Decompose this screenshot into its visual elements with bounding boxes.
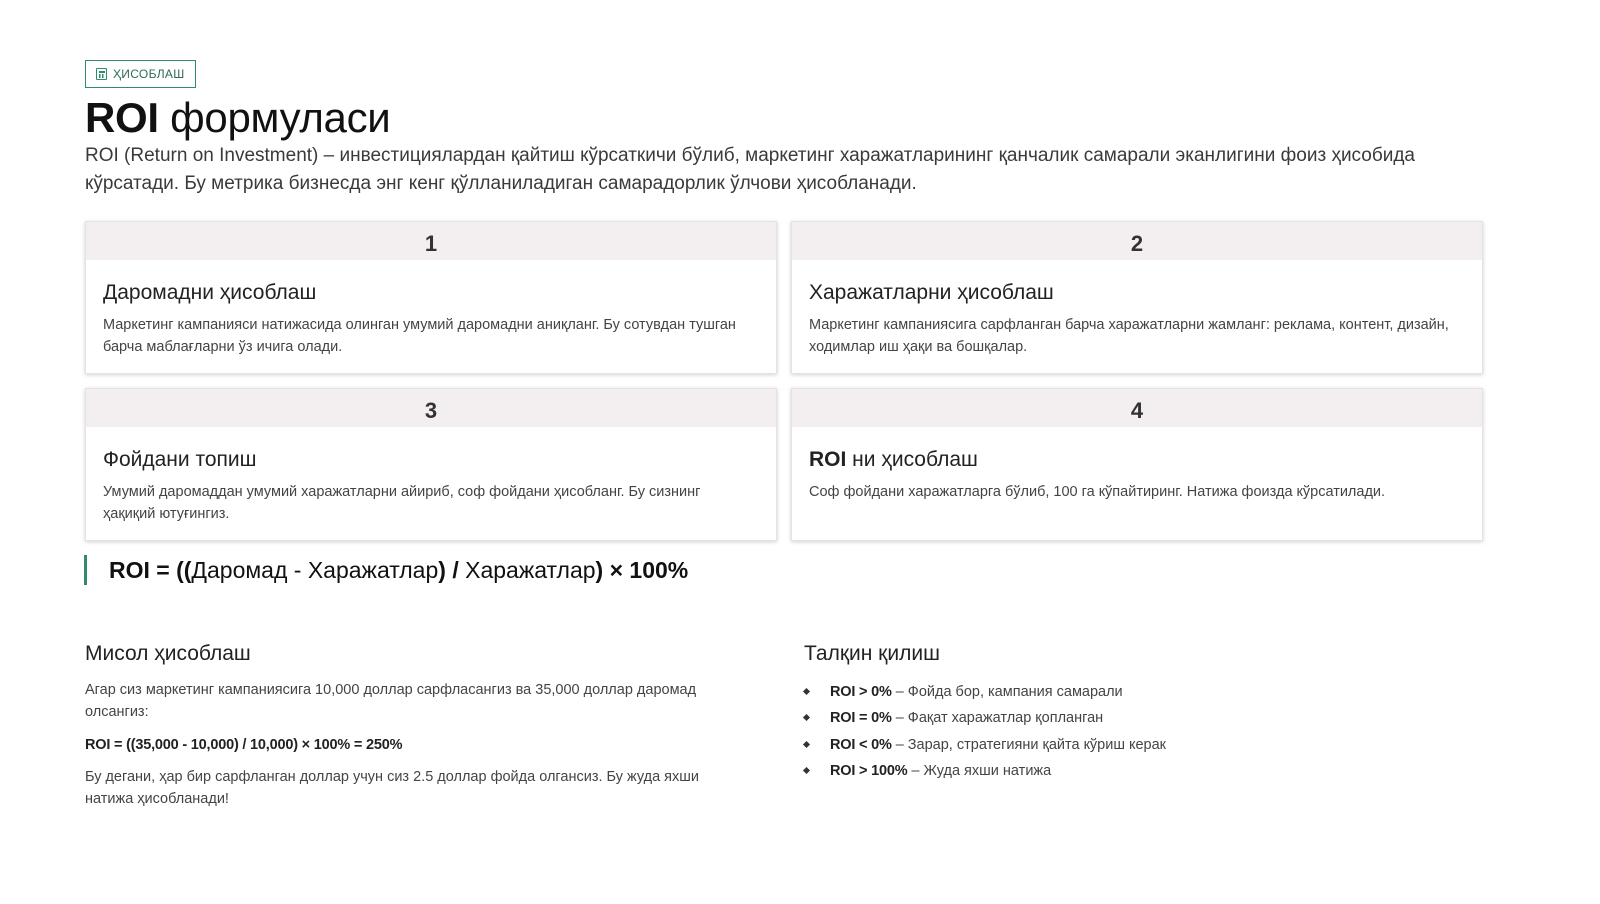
roi-formula: ROI = ((Даромад - Харажатлар) / Харажатлар) × 100% bbox=[84, 555, 709, 585]
step-title: Даромадни ҳисоблаш bbox=[103, 281, 317, 304]
page-title-rest: формуласи bbox=[158, 94, 391, 141]
bullet-icon bbox=[803, 767, 810, 774]
interpretation-list bbox=[804, 679, 1166, 784]
step-number: 1 bbox=[86, 222, 776, 260]
step-description: Соф фойдани харажатларга бўлиб, 100 га кўпайтиринг. Натижа фоизда кўрсатилади. bbox=[809, 484, 1386, 500]
example-heading: Мисол ҳисоблаш bbox=[85, 642, 251, 665]
example-conclusion: Бу дегани, ҳар бир сарфланган доллар учун сиз 2.5 доллар фойда олгансиз. Бу жуда яхши натижа ҳисобланади! bbox=[85, 769, 700, 807]
list-item: ROI > 0% – Фойда бор, кампания самарали bbox=[804, 679, 1166, 705]
list-item: ROI = 0% – Фақат харажатлар қопланган bbox=[804, 705, 1166, 731]
step-number: 4 bbox=[792, 389, 1482, 427]
bullet-icon bbox=[803, 714, 810, 721]
step-title: Фойдани топиш bbox=[103, 448, 257, 471]
section-tag-label: ҲИСОБЛАШ bbox=[113, 67, 185, 81]
step-number: 2 bbox=[792, 222, 1482, 260]
list-item: ROI < 0% – Зарар, стратегияни қайта кўриш керак bbox=[804, 732, 1166, 758]
bullet-icon bbox=[803, 741, 810, 748]
step-title: ROI ни ҳисоблаш bbox=[809, 448, 978, 471]
step-card-2 bbox=[791, 221, 1483, 374]
step-description: Умумий даромаддан умумий харажатларни айириб, соф фойдани ҳисобланг. Бу сизнинг ҳақиқий ютуғингиз. bbox=[103, 484, 701, 522]
page-title-bold: ROI bbox=[85, 94, 159, 141]
step-description: Маркетинг кампаниясига сарфланган барча харажатларни жамланг: реклама, контент, дизайн, ходимлар иш ҳақи ва бошқалар. bbox=[809, 317, 1449, 355]
step-card-4 bbox=[791, 388, 1483, 541]
intro-paragraph: ROI (Return on Investment) – инвестициялардан қайтиш кўрсаткичи бўлиб, маркетинг харажатларининг қанчалик самарали эканлигини фоиз ҳисобида кўрсатади. Бу метрика бизнесда энг кенг қўлланиладиган самарадорлик ўлчови ҳисобланади. bbox=[85, 145, 1415, 194]
section-tag bbox=[85, 60, 196, 88]
step-title: Харажатларни ҳисоблаш bbox=[809, 281, 1054, 304]
interpretation-heading: Талқин қилиш bbox=[804, 642, 940, 665]
step-card-1 bbox=[85, 221, 777, 374]
step-card-3 bbox=[85, 388, 777, 541]
step-description: Маркетинг кампанияси натижасида олинган умумий даромадни аниқланг. Бу сотувдан тушган барча маблағларни ўз ичига олади. bbox=[103, 317, 736, 355]
list-item: ROI > 100% – Жуда яхши натижа bbox=[804, 758, 1166, 784]
step-number: 3 bbox=[86, 389, 776, 427]
example-text: Агар сиз маркетинг кампаниясига 10,000 доллар сарфласангиз ва 35,000 доллар даромад олсангиз: bbox=[85, 682, 697, 720]
page-title bbox=[85, 94, 390, 142]
bullet-icon bbox=[803, 688, 810, 695]
example-calculation: ROI = ((35,000 - 10,000) / 10,000) × 100% = 250% bbox=[85, 737, 403, 753]
calculator-icon bbox=[96, 68, 107, 80]
